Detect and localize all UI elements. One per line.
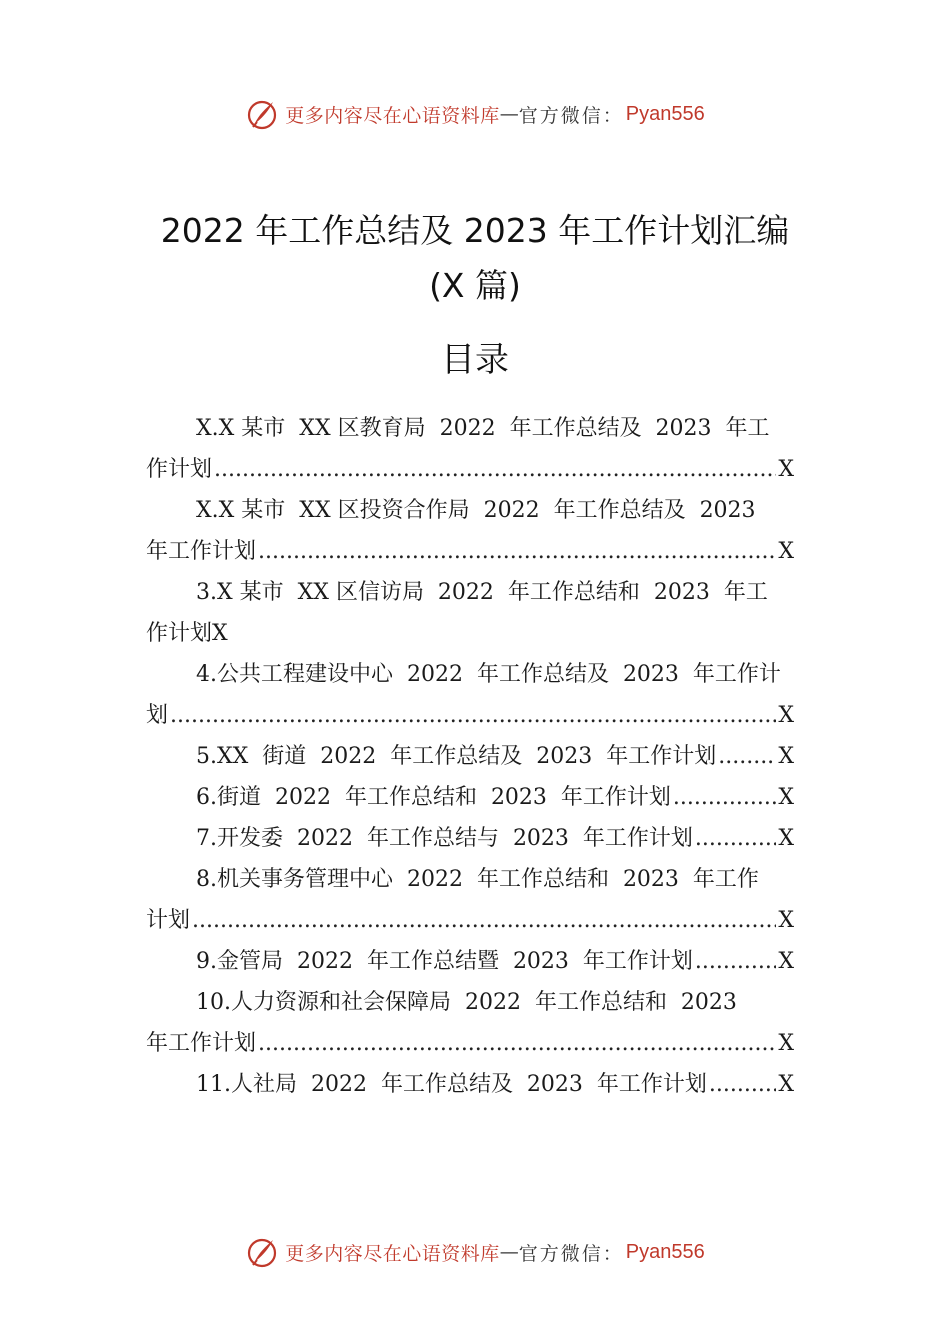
document-title: 2022 年工作总结及 2023 年工作计划汇编 <box>160 211 790 250</box>
toc-entry-1[interactable] <box>146 408 794 449</box>
toc-page-number: X <box>778 826 794 851</box>
toc-entry-7[interactable] <box>146 818 794 859</box>
toc-entry-4[interactable] <box>146 654 794 695</box>
toc-entry-text: 10.人力资源和社会保障局 2022 年工作总结和 2023 <box>196 990 737 1015</box>
leader-dots <box>258 531 776 572</box>
header-watermark <box>0 94 950 134</box>
toc-entry-8[interactable] <box>146 859 794 900</box>
watermark-wechat-id: Pyan556 <box>625 1240 705 1263</box>
toc-entry-10-cont[interactable] <box>146 1023 794 1064</box>
toc-entry-3-cont[interactable] <box>146 613 794 654</box>
toc-entry-text: 4.公共工程建设中心 2022 年工作总结及 2023 年工作计 <box>196 662 781 687</box>
watermark-label: 官方微信： <box>518 104 624 127</box>
toc-entry-text: 年工作计划 <box>146 1031 257 1056</box>
toc-page-number: X <box>778 1072 794 1097</box>
watermark-separator: — <box>499 103 519 125</box>
toc-entry-text: 5.XX 街道 2022 年工作总结及 2023 年工作计划 <box>196 744 717 769</box>
toc-page-number: X <box>778 457 794 482</box>
toc-entry-10[interactable] <box>146 982 794 1023</box>
leader-dots <box>709 1064 776 1105</box>
watermark-separator: — <box>499 1241 519 1263</box>
toc-entry-8-cont[interactable] <box>146 900 794 941</box>
toc-entry-text: 计划 <box>146 908 191 933</box>
toc-entry-2-cont[interactable] <box>146 531 794 572</box>
toc-entry-text: 8.机关事务管理中心 2022 年工作总结和 2023 年工作 <box>196 867 759 892</box>
toc-page-number: X <box>778 703 794 728</box>
toc-entry-text: 6.街道 2022 年工作总结和 2023 年工作计划 <box>196 785 671 810</box>
leader-dots <box>258 1023 776 1064</box>
toc-entry-5[interactable] <box>146 736 794 777</box>
toc-entry-3[interactable] <box>146 572 794 613</box>
toc-page-number: X <box>778 1031 794 1056</box>
toc-page-number: X <box>778 539 794 564</box>
toc-entry-text: 11.人社局 2022 年工作总结及 2023 年工作计划 <box>196 1072 707 1097</box>
table-of-contents <box>146 408 794 1105</box>
leader-dots <box>718 736 776 777</box>
toc-entry-text: 9.金管局 2022 年工作总结暨 2023 年工作计划 <box>196 949 693 974</box>
leader-dots <box>695 941 776 982</box>
leader-dots <box>673 777 776 818</box>
toc-entry-text: 作计划 <box>146 457 213 482</box>
footer-watermark <box>0 1232 950 1272</box>
toc-entry-text: 7.开发委 2022 年工作总结与 2023 年工作计划 <box>196 826 693 851</box>
toc-page-number: X <box>778 785 794 810</box>
leader-dots <box>192 900 776 941</box>
toc-entry-text: 划 <box>146 703 169 728</box>
toc-entry-text: X.X 某市 XX 区教育局 2022 年工作总结及 2023 年工 <box>196 416 770 441</box>
toc-entry-text: 年工作计划 <box>146 539 257 564</box>
watermark-text: 更多内容尽在心语资料库 <box>285 1242 500 1265</box>
quill-logo-icon <box>245 1235 279 1269</box>
toc-entry-text: 作计划X <box>146 621 228 646</box>
leader-dots <box>214 449 776 490</box>
watermark-text: 更多内容尽在心语资料库 <box>285 104 500 127</box>
document-subtitle: (X 篇) <box>429 266 521 305</box>
toc-entry-text: 3.X 某市 XX 区信访局 2022 年工作总结和 2023 年工 <box>196 580 768 605</box>
toc-entry-2[interactable] <box>146 490 794 531</box>
toc-entry-4-cont[interactable] <box>146 695 794 736</box>
leader-dots <box>170 695 776 736</box>
toc-page-number: X <box>778 949 794 974</box>
quill-logo-icon <box>245 97 279 131</box>
toc-heading: 目录 <box>441 340 509 380</box>
toc-entry-6[interactable] <box>146 777 794 818</box>
toc-entry-text: X.X 某市 XX 区投资合作局 2022 年工作总结及 2023 <box>196 498 756 523</box>
toc-entry-1-cont[interactable] <box>146 449 794 490</box>
watermark-wechat-id: Pyan556 <box>625 102 705 125</box>
toc-entry-9[interactable] <box>146 941 794 982</box>
watermark-label: 官方微信： <box>518 1242 624 1265</box>
leader-dots <box>695 818 776 859</box>
toc-entry-11[interactable] <box>146 1064 794 1105</box>
toc-page-number: X <box>778 744 794 769</box>
toc-page-number: X <box>778 908 794 933</box>
